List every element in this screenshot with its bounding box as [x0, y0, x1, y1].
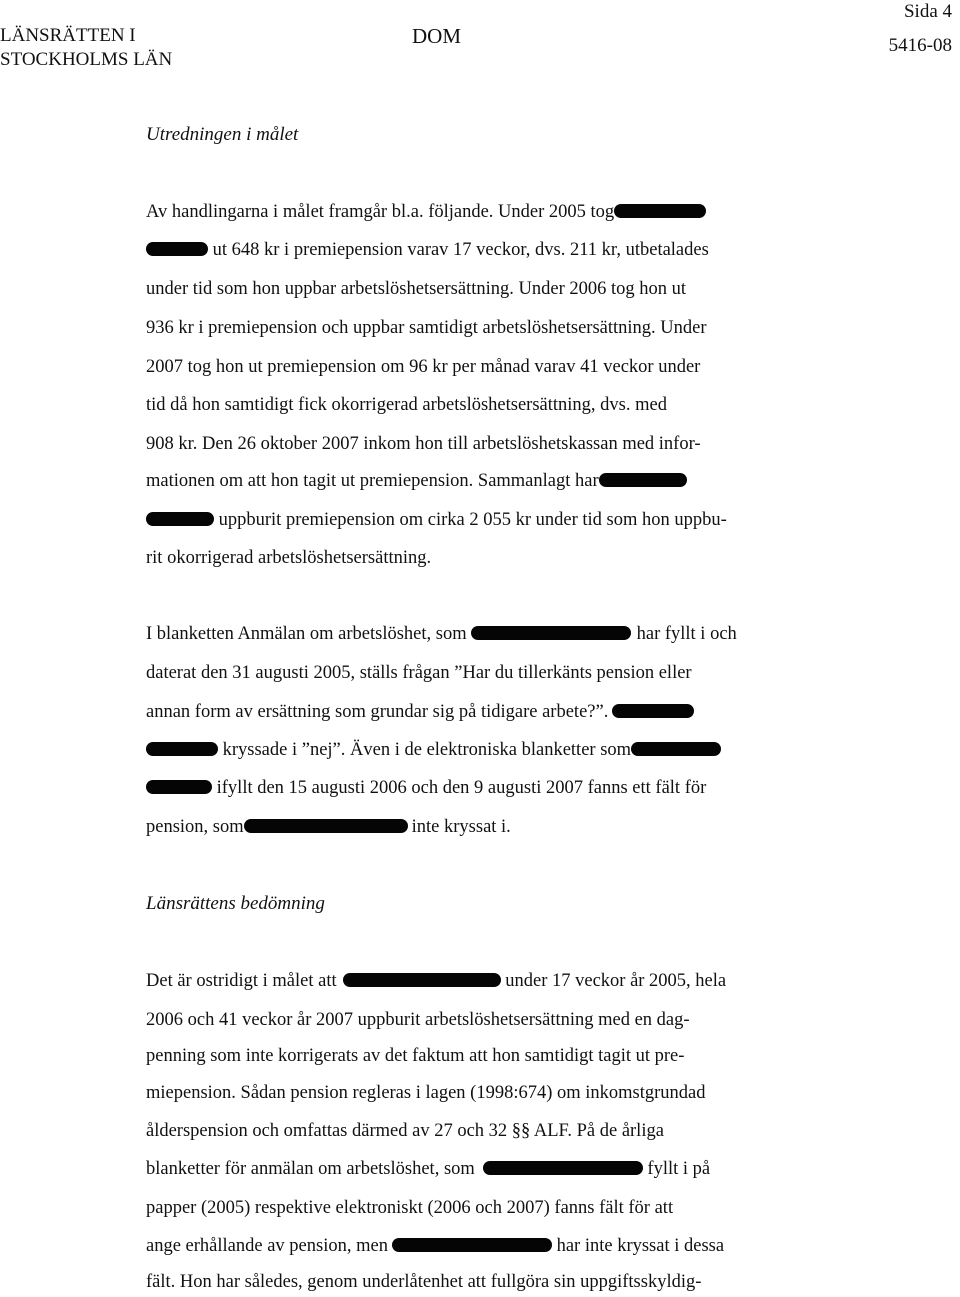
redaction-mark — [146, 512, 214, 526]
text-segment: ut 648 kr i premiepension varav 17 veckor, dvs. 211 kr, utbetalades — [208, 240, 709, 260]
text-line — [146, 1159, 710, 1180]
redaction-mark — [471, 626, 631, 640]
text-line: papper (2005) respektive elektroniskt (2006 och 2007) fanns fält för att — [146, 1198, 674, 1218]
text-segment: uppburit premiepension om cirka 2 055 kr under tid som hon uppbu- — [214, 510, 727, 530]
text-line: 908 kr. Den 26 oktober 2007 inkom hon till arbetslöshetskassan med infor- — [146, 434, 701, 454]
text-line — [146, 817, 511, 838]
text-line: penning som inte korrigerats av det faktum att hon samtidigt tagit ut pre- — [146, 1046, 685, 1066]
text-line: fält. Hon har således, genom underlåtenhet att fullgöra sin uppgiftsskyldig- — [146, 1272, 702, 1292]
section-heading-utredning: Utredningen i målet — [146, 124, 299, 145]
text-line — [146, 510, 727, 531]
text-segment: ange erhållande av pension, men — [146, 1236, 388, 1256]
text-line — [146, 202, 706, 223]
text-line: miepension. Sådan pension regleras i lagen (1998:674) om inkomstgrundad — [146, 1083, 706, 1103]
section-heading-bedomning: Länsrättens bedömning — [146, 893, 325, 914]
text-segment: under 17 veckor år 2005, hela — [500, 971, 727, 991]
text-line: daterat den 31 augusti 2005, ställs frågan ”Har du tillerkänts pension eller — [146, 663, 692, 683]
text-segment: har inte kryssat i dessa — [551, 1236, 725, 1256]
redaction-mark — [146, 242, 208, 256]
text-line — [146, 471, 687, 492]
page-label: Sida 4 — [903, 1, 952, 22]
court-name — [0, 24, 172, 72]
text-line — [146, 971, 726, 992]
text-segment: mationen om att hon tagit ut premiepension. Sammanlagt har — [146, 471, 599, 491]
text-segment: ifyllt den 15 augusti 2006 och den 9 augusti 2007 fanns ett fält för — [212, 778, 707, 798]
text-line: tid då hon samtidigt fick okorrigerad arbetslöshetsersättning, dvs. med — [146, 395, 667, 415]
document-type: DOM — [412, 24, 462, 48]
redaction-mark — [612, 704, 694, 718]
text-segment: blanketter för anmälan om arbetslöshet, som — [146, 1159, 475, 1179]
text-segment: Det är ostridigt i målet att — [146, 971, 337, 991]
court-name-line2: STOCKHOLMS LÄN — [0, 49, 173, 70]
case-number: 5416-08 — [888, 35, 952, 56]
text-segment: Av handlingarna i målet framgår bl.a. följande. Under 2005 tog — [146, 202, 615, 222]
text-line — [146, 740, 721, 761]
text-line: ålderspension och omfattas därmed av 27 och 32 §§ ALF. På de årliga — [146, 1121, 664, 1141]
redaction-mark — [631, 742, 721, 756]
redaction-mark — [244, 819, 408, 833]
text-segment: har fyllt i och — [636, 624, 737, 644]
text-line: under tid som hon uppbar arbetslöshetsersättning. Under 2006 tog hon ut — [146, 279, 687, 299]
text-segment: kryssade i ”nej”. Även i de elektroniska blanketter som — [218, 740, 632, 760]
text-line: 2007 tog hon ut premiepension om 96 kr per månad varav 41 veckor under — [146, 357, 701, 377]
redaction-mark — [146, 742, 218, 756]
text-line — [146, 1236, 724, 1257]
text-segment: annan form av ersättning som grundar sig på tidigare arbete?”. — [146, 702, 609, 722]
redaction-mark — [343, 973, 501, 987]
text-line: 2006 och 41 veckor år 2007 uppburit arbetslöshetsersättning med en dag- — [146, 1010, 690, 1030]
text-line — [146, 778, 706, 799]
redaction-mark — [614, 204, 706, 218]
text-segment: fyllt i på — [642, 1159, 711, 1179]
text-segment: inte kryssat i. — [411, 817, 511, 837]
text-line: rit okorrigerad arbetslöshetsersättning. — [146, 548, 432, 568]
text-segment: pension, som — [146, 817, 244, 837]
page-info — [888, 0, 952, 56]
text-line — [146, 240, 709, 261]
redaction-mark — [146, 780, 212, 794]
court-name-line1: LÄNSRÄTTEN I — [0, 25, 136, 46]
text-segment: I blanketten Anmälan om arbetslöshet, som — [146, 624, 467, 644]
text-line — [146, 702, 694, 723]
redaction-mark — [599, 473, 687, 487]
text-line — [146, 624, 737, 645]
text-line: 936 kr i premiepension och uppbar samtidigt arbetslöshetsersättning. Under — [146, 318, 707, 338]
redaction-mark — [392, 1238, 552, 1252]
redaction-mark — [483, 1161, 643, 1175]
